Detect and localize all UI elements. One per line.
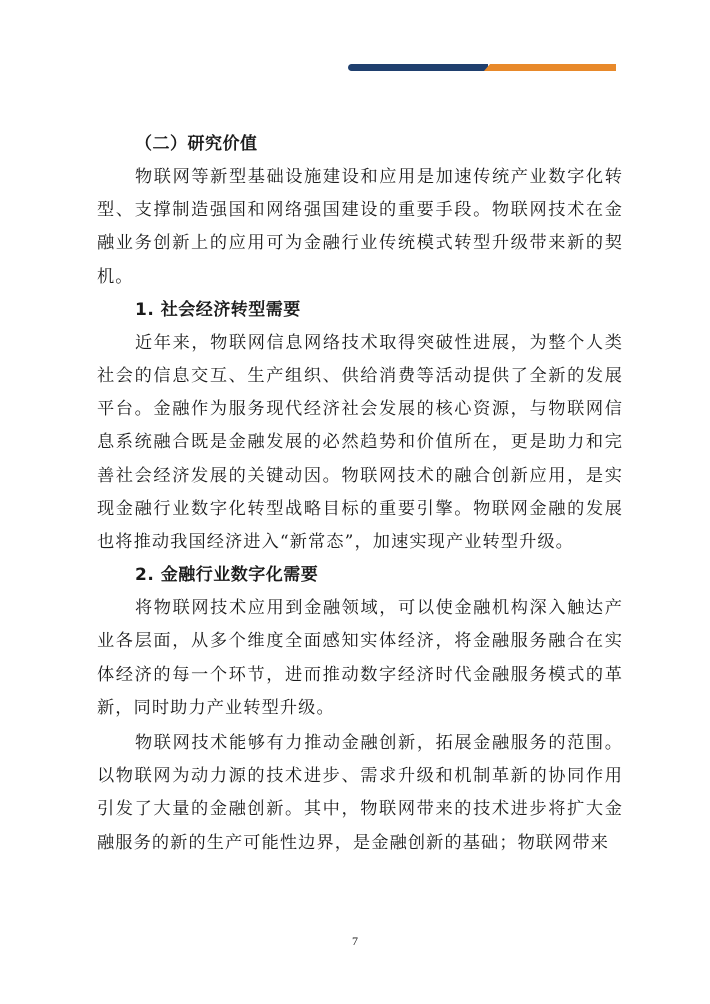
subsection-1-paragraph: 近年来，物联网信息网络技术取得突破性进展，为整个人类社会的信息交互、生产组织、供给消费等活动提供了全新的发展平台。金融作为服务现代经济社会发展的核心资源，与物联网信息系统融合既是金融发展的必然趋势和价值所在，更是助力和完善社会经济发展的关键动因。物联网技术的融合创新应用，是实现金融行业数字化转型战略目标的重要引擎。物联网金融的发展也将推动我国经济进入“新常态”，加速实现产业转型升级。 bbox=[97, 332, 623, 553]
header-bar-blue-segment bbox=[348, 64, 488, 71]
subsection-2-paragraph-1: 将物联网技术应用到金融领域，可以使金融机构深入触达产业各层面，从多个维度全面感知实体经济，将金融服务融合在实体经济的每一个环节，进而推动数字经济时代金融服务模式的革新，同时助力产业转型升级。 bbox=[97, 598, 623, 718]
subsection-2-paragraph-2: 物联网技术能够有力推动金融创新，拓展金融服务的范围。以物联网为动力源的技术进步、需求升级和机制革新的协同作用引发了大量的金融创新。其中，物联网带来的技术进步将扩大金融服务的新的生产可能性边界，是金融创新的基础；物联网带来 bbox=[97, 733, 623, 853]
page-number: 7 bbox=[352, 934, 358, 948]
subsection-1-title: 1. 社会经济转型需要 bbox=[135, 299, 301, 320]
document-body bbox=[97, 128, 623, 860]
header-accent-bar bbox=[348, 64, 616, 71]
subsection-2-title: 2. 金融行业数字化需要 bbox=[135, 565, 319, 586]
section-title: （二）研究价值 bbox=[135, 134, 258, 154]
section-intro-paragraph: 物联网等新型基础设施建设和应用是加速传统产业数字化转型、支撑制造强国和网络强国建设的重要手段。物联网技术在金融业务创新上的应用可为金融行业传统模式转型升级带来新的契机。 bbox=[97, 167, 623, 287]
header-bar-orange-segment bbox=[484, 64, 616, 71]
